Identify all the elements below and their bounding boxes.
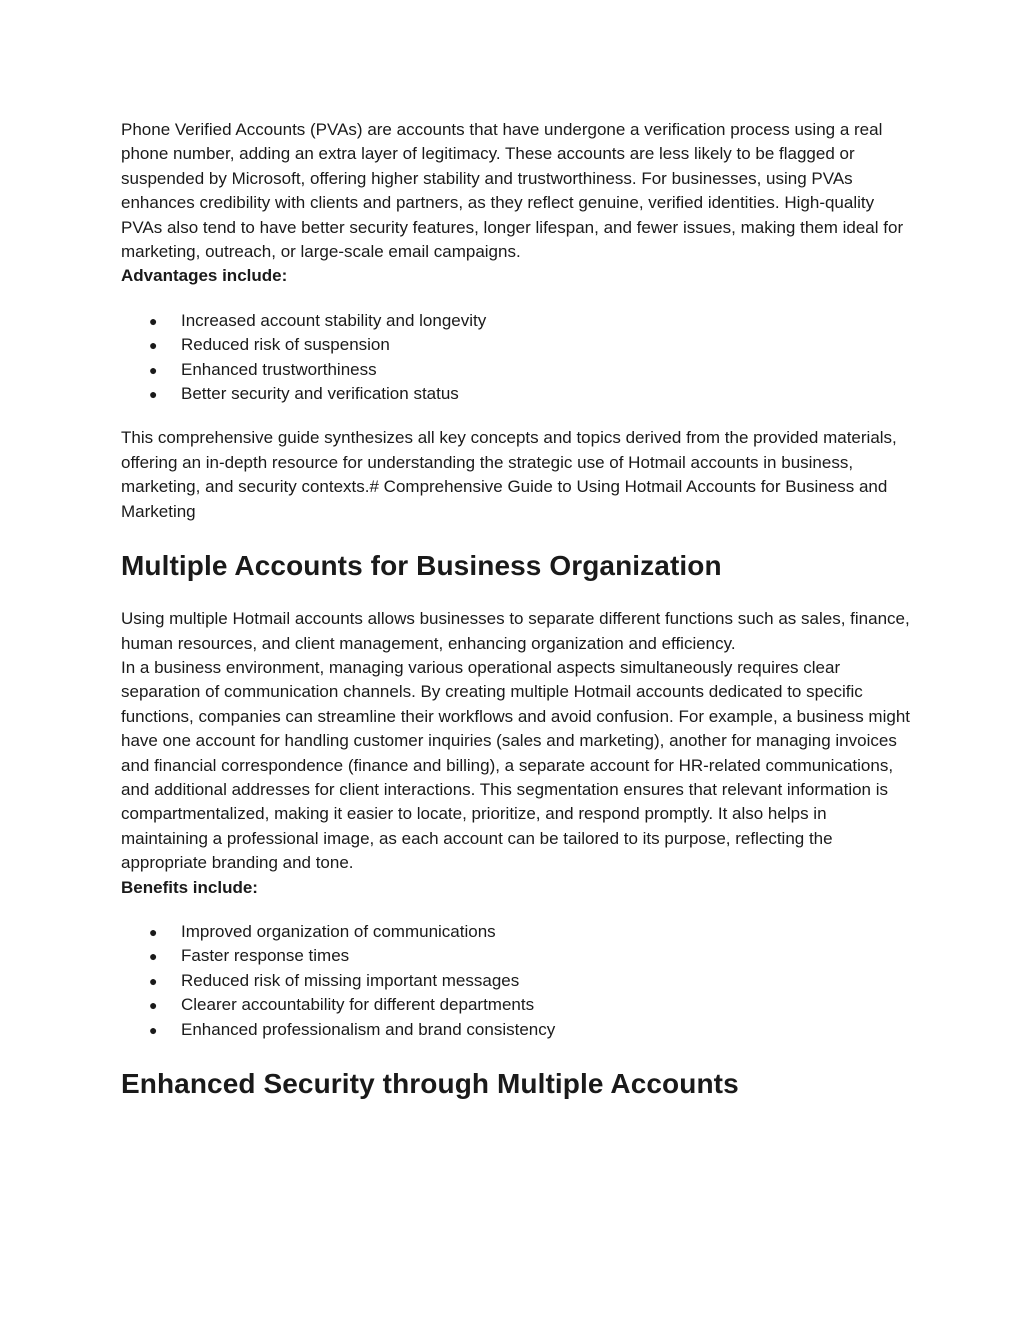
list-item: ● Reduced risk of suspension: [121, 333, 911, 357]
section-heading-enhanced-security: Enhanced Security through Multiple Accounts: [121, 1068, 739, 1099]
document-page: [121, 118, 911, 1125]
list-item: ● Enhanced professionalism and brand consistency: [121, 1018, 911, 1042]
bullet-icon: ●: [149, 312, 158, 329]
bullet-icon: ●: [149, 361, 158, 378]
bullet-icon: ●: [149, 386, 158, 403]
list-item: ● Reduced risk of missing important messages: [121, 969, 911, 993]
bullet-icon: ●: [149, 948, 158, 965]
intro-paragraph: Phone Verified Accounts (PVAs) are accounts that have undergone a verification process using a real phone number, adding an extra layer of legitimacy. These accounts are less likely to be flagged or suspended by Microsoft, offering higher stability and trustworthiness. For businesses, using PVAs enhances credibility with clients and partners, as they reflect genuine, verified identities. High-quality PVAs also tend to have better security features, longer lifespan, and fewer issues, making them ideal for marketing, outreach, or large-scale email campaigns.: [121, 120, 904, 262]
list-item: ● Increased account stability and longevity: [121, 309, 911, 333]
bullet-icon: ●: [149, 337, 158, 354]
advantages-list: [121, 309, 911, 407]
bullet-icon: ●: [149, 972, 158, 989]
bullet-icon: ●: [149, 997, 158, 1014]
section1-paragraph-2: In a business environment, managing various operational aspects simultaneously requires clear separation of communication channels. By creating multiple Hotmail accounts dedicated to specific functions, companies can streamline their workflows and avoid confusion. For example, a business might have one account for handling customer inquiries (sales and marketing), another for managing invoices and financial correspondence (finance and billing), a separate account for HR-related communications, and additional addresses for client interactions. This segmentation ensures that relevant information is compartmentalized, making it easier to locate, prioritize, and respond promptly. It also helps in maintaining a professional image, as each account can be tailored to its purpose, reflecting the appropriate branding and tone.: [121, 657, 910, 873]
list-item: ● Clearer accountability for different departments: [121, 993, 911, 1017]
summary-paragraph: This comprehensive guide synthesizes all key concepts and topics derived from the provided materials, offering an in-depth resource for understanding the strategic use of Hotmail accounts in business, marketing, and security contexts.# Comprehensive Guide to Using Hotmail Accounts for Business and Marketing: [121, 428, 897, 521]
list-item: ● Faster response times: [121, 944, 911, 968]
benefits-label: Benefits include:: [121, 877, 258, 897]
section1-paragraph-1: Using multiple Hotmail accounts allows businesses to separate different functions such as sales, finance, human resources, and client management, enhancing organization and efficiency.: [121, 609, 910, 653]
benefits-list: [121, 920, 911, 1042]
list-item: ● Improved organization of communications: [121, 920, 911, 944]
advantages-label: Advantages include:: [121, 266, 288, 286]
bullet-icon: ●: [149, 923, 158, 940]
list-item: ● Enhanced trustworthiness: [121, 358, 911, 382]
list-item: ● Better security and verification status: [121, 382, 911, 406]
section-heading-business-organization: Multiple Accounts for Business Organization: [121, 550, 722, 582]
bullet-icon: ●: [149, 1021, 158, 1038]
